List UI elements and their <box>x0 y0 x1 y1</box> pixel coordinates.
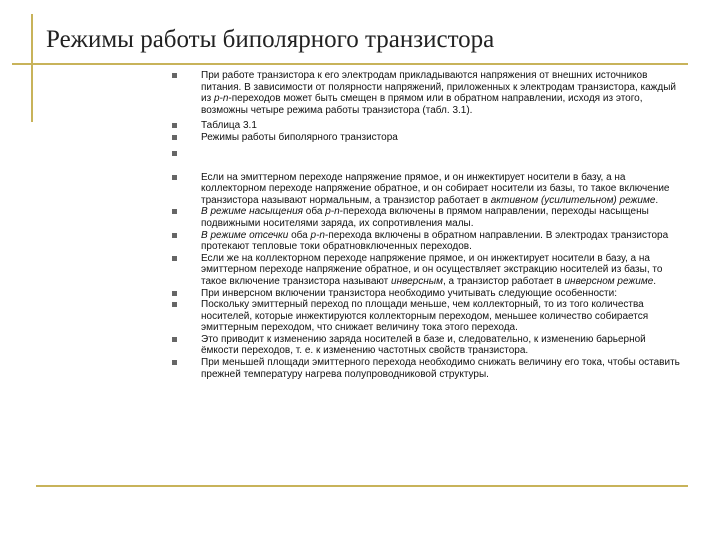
bullet-item <box>172 230 682 253</box>
italic-term: инверсном режиме <box>564 275 654 287</box>
bullet-text <box>201 230 668 253</box>
text-run: оба <box>303 206 326 218</box>
text-run: оба <box>288 229 311 241</box>
frame-bottom-line <box>36 485 688 487</box>
italic-term: p-n <box>213 93 229 105</box>
bullet-text <box>201 288 617 299</box>
bullet-text <box>201 120 257 131</box>
bullet-square-icon <box>172 209 177 214</box>
text-run: . <box>655 194 659 206</box>
bullet-item <box>172 299 682 334</box>
bullet-text <box>201 334 646 357</box>
bullet-text <box>201 70 676 116</box>
text-run: При работе транзистора к его электродам прикладываются напряжения от внешних источников питания. В зависимости от полярности напряжений, приложенных к электродам транзистора, каждый из <box>201 70 676 105</box>
bullet-item <box>172 253 682 288</box>
bullet-item <box>172 172 682 207</box>
italic-term: p-n <box>325 206 340 218</box>
bullet-text <box>201 357 680 380</box>
bullet-item <box>172 288 682 300</box>
text-run: -перехода включены в обратном направлении. В электродах транзистора протекают тепловые токи обратновключенных переходов. <box>201 229 669 253</box>
text-run: При меньшей площади эмиттерного перехода необходимо снижать величину его тока, чтобы оставить прежней температуру нагрева полупроводниковой структуры. <box>201 357 680 380</box>
bullet-square-icon <box>172 151 177 156</box>
bullet-square-icon <box>172 291 177 296</box>
text-run: . <box>653 275 657 287</box>
frame-vertical-line <box>31 14 33 122</box>
italic-term: активном (усилительном) режиме <box>490 194 656 206</box>
text-run: Если на эмиттерном переходе напряжение прямое, и он инжектирует носители в базу, а на коллекторном переходе напряжение обратное, и он собирает носители из базы, то такое включение транзистора называют нормальным, а транзистор работает в <box>201 171 670 206</box>
bullet-square-icon <box>172 135 177 140</box>
text-run: Режимы работы биполярного транзистора <box>201 131 398 143</box>
text-run: -переходов может быть смещен в прямом или в обратном направлении, исходя из этого, возможны четыре режима работы транзистора (табл. 3.1). <box>201 93 643 116</box>
bullet-item <box>172 120 682 132</box>
bullet-item <box>172 206 682 229</box>
text-run: Если же на коллекторном переходе напряжение прямое, и он инжектирует носители в базу, а на эмиттерном переходе напряжение обратное, и он осуществляет экстракцию носителей из базы, то такое включение транзистора называют <box>201 252 663 287</box>
italic-term: В режиме отсечки <box>201 229 289 241</box>
bullet-text <box>201 206 649 229</box>
bullet-square-icon <box>172 256 177 261</box>
bullet-text <box>201 172 670 206</box>
bullet-square-icon <box>172 73 177 78</box>
bullet-text <box>201 299 648 333</box>
text-run: -перехода включены в прямом направлении, переходы насыщены подвижными носителями заряда, их сопротивления малы. <box>201 206 649 229</box>
bullet-square-icon <box>172 233 177 238</box>
bullet-item <box>172 148 682 172</box>
italic-term: p-n <box>310 229 325 241</box>
italic-term: В режиме насыщения <box>201 206 303 218</box>
bullet-square-icon <box>172 302 177 307</box>
slide-title: Режимы работы биполярного транзистора <box>46 26 495 53</box>
bullet-item <box>172 70 682 116</box>
bullet-square-icon <box>172 123 177 128</box>
italic-term: инверсным <box>391 275 443 287</box>
bullet-text <box>201 132 398 143</box>
bullet-square-icon <box>172 337 177 342</box>
bullet-list <box>172 70 682 380</box>
bullet-item <box>172 357 682 380</box>
text-run: , а транзистор работает в <box>442 275 565 287</box>
frame-top-line <box>12 63 688 65</box>
bullet-item <box>172 334 682 357</box>
bullet-text <box>201 253 662 287</box>
text-run: При инверсном включении транзистора необходимо учитывать следующие особенности: <box>201 287 617 299</box>
bullet-square-icon <box>172 360 177 365</box>
bullet-square-icon <box>172 175 177 180</box>
text-run: Это приводит к изменению заряда носителей в базе и, следовательно, к изменению барьерной ёмкости переходов, т. е. к изменению частотных свойств транзистора. <box>201 333 646 357</box>
text-run: Таблица 3.1 <box>201 120 257 132</box>
text-run: Поскольку эмиттерный переход по площади меньше, чем коллекторный, то из того количества носителей, которые инжектируются коллекторным переходом, меньшее количество собирается эмиттерным переходом, что снижает величину тока этого перехода. <box>201 299 649 334</box>
bullet-item <box>172 132 682 144</box>
